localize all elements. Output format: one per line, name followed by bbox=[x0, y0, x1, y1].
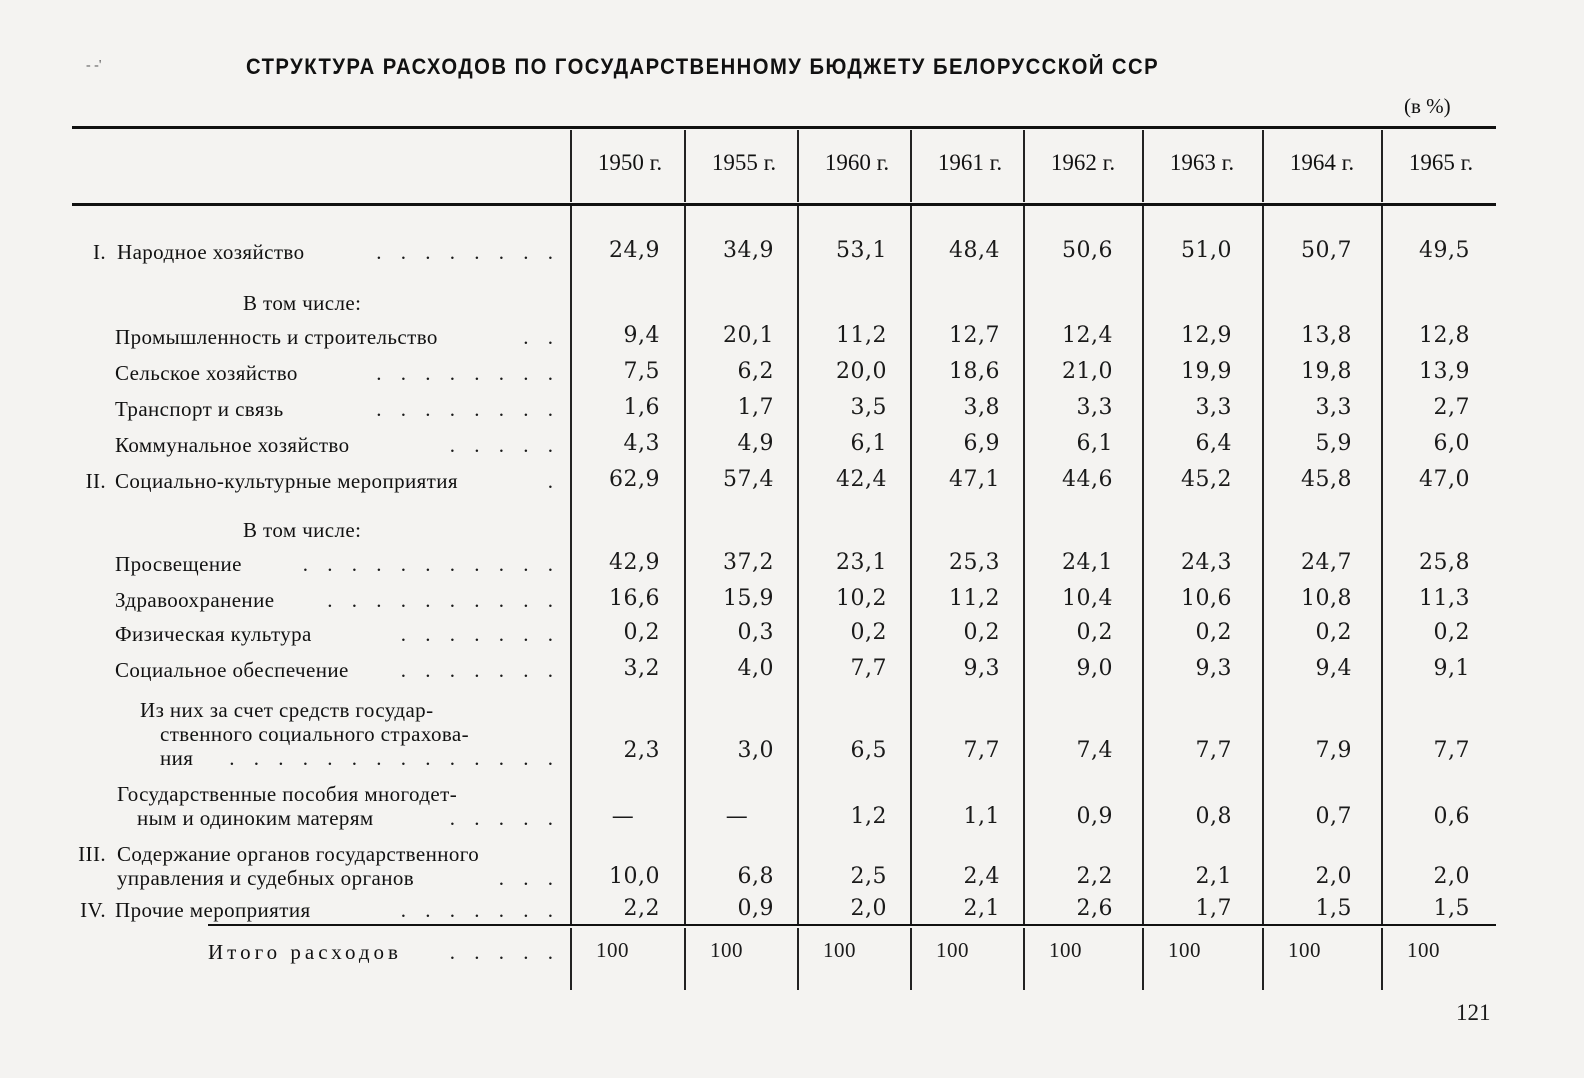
table-cell: 19,8 bbox=[1301, 359, 1352, 384]
table-cell: 6,8 bbox=[737, 864, 774, 889]
year-header: 1960 г. bbox=[824, 150, 890, 175]
table-cell: 2,0 bbox=[850, 896, 887, 921]
leader-dots: . . . . . bbox=[449, 806, 560, 830]
table-cell: 10,0 bbox=[609, 864, 660, 889]
table-cell: 51,0 bbox=[1181, 238, 1232, 263]
table-cell: 19,9 bbox=[1181, 359, 1232, 384]
table-cell: 50,6 bbox=[1062, 238, 1113, 263]
table-cell: 0,6 bbox=[1433, 804, 1470, 829]
header-column-divider bbox=[570, 130, 572, 202]
page-title: СТРУКТУРА РАСХОДОВ ПО ГОСУДАРСТВЕННОМУ БЮДЖЕТУ БЕЛОРУССКОЙ ССР bbox=[246, 54, 1160, 79]
table-cell: 0,9 bbox=[737, 896, 774, 921]
header-column-divider bbox=[1381, 130, 1383, 202]
table-cell: 1,7 bbox=[1195, 896, 1232, 921]
table-cell: 0,3 bbox=[737, 620, 774, 645]
table-cell: — bbox=[725, 804, 749, 829]
table-cell: — bbox=[611, 804, 635, 829]
row-label: ния bbox=[160, 746, 194, 770]
table-cell: 12,7 bbox=[949, 323, 1000, 348]
total-column-divider bbox=[570, 928, 572, 990]
table-cell: 47,0 bbox=[1419, 467, 1470, 492]
row-label: Народное хозяйство bbox=[117, 240, 305, 264]
table-cell: 12,8 bbox=[1419, 323, 1470, 348]
table-total-rule bbox=[208, 924, 1496, 926]
table-cell: 9,3 bbox=[1195, 656, 1232, 681]
table-cell: 2,3 bbox=[623, 738, 660, 763]
table-cell: 45,2 bbox=[1181, 467, 1232, 492]
table-cell: 37,2 bbox=[723, 550, 774, 575]
table-cell: 7,5 bbox=[623, 359, 660, 384]
section-numeral: I. bbox=[92, 240, 106, 264]
header-column-divider bbox=[1142, 130, 1144, 202]
leader-dots: . . . . . . . bbox=[400, 658, 560, 682]
table-cell: 2,2 bbox=[623, 896, 660, 921]
leader-dots: . . . . . . . . . . . bbox=[302, 552, 560, 576]
table-cell: 45,8 bbox=[1301, 467, 1352, 492]
table-cell: 47,1 bbox=[949, 467, 1000, 492]
table-cell: 24,3 bbox=[1181, 550, 1232, 575]
table-cell: 12,9 bbox=[1181, 323, 1232, 348]
table-cell: 10,4 bbox=[1062, 586, 1113, 611]
table-cell: 9,4 bbox=[623, 323, 660, 348]
table-cell: 12,4 bbox=[1062, 323, 1113, 348]
leader-dots: . . . . . . . bbox=[400, 898, 560, 922]
table-cell: 4,9 bbox=[737, 431, 774, 456]
table-cell: 9,0 bbox=[1076, 656, 1113, 681]
table-cell: 7,7 bbox=[1433, 738, 1470, 763]
table-cell: 15,9 bbox=[723, 586, 774, 611]
row-label: ным и одиноким матерям bbox=[137, 806, 374, 830]
table-cell: 0,2 bbox=[1076, 620, 1113, 645]
table-cell: 24,1 bbox=[1062, 550, 1113, 575]
total-cell: 100 bbox=[1288, 938, 1321, 962]
table-cell: 11,2 bbox=[949, 586, 1000, 611]
table-cell: 6,4 bbox=[1195, 431, 1232, 456]
table-cell: 42,4 bbox=[836, 467, 887, 492]
row-label: Социальное обеспечение bbox=[115, 658, 349, 682]
header-column-divider bbox=[1262, 130, 1264, 202]
total-cell: 100 bbox=[1168, 938, 1201, 962]
table-cell: 57,4 bbox=[723, 467, 774, 492]
total-cell: 100 bbox=[1049, 938, 1082, 962]
row-label: В том числе: bbox=[243, 291, 362, 315]
total-cell: 100 bbox=[710, 938, 743, 962]
table-cell: 9,3 bbox=[963, 656, 1000, 681]
leader-dots: . . . bbox=[498, 866, 560, 890]
total-cell: 100 bbox=[823, 938, 856, 962]
row-label: Просвещение bbox=[115, 552, 242, 576]
table-cell: 11,2 bbox=[836, 323, 887, 348]
table-cell: 20,1 bbox=[723, 323, 774, 348]
table-cell: 6,2 bbox=[737, 359, 774, 384]
table-cell: 6,1 bbox=[850, 431, 887, 456]
table-cell: 44,6 bbox=[1062, 467, 1113, 492]
table-cell: 2,2 bbox=[1076, 864, 1113, 889]
table-cell: 13,9 bbox=[1419, 359, 1470, 384]
row-label: В том числе: bbox=[243, 518, 362, 542]
table-cell: 50,7 bbox=[1301, 238, 1352, 263]
leader-dots: . . . . . . . bbox=[400, 622, 560, 646]
table-cell: 10,6 bbox=[1181, 586, 1232, 611]
table-cell: 2,5 bbox=[850, 864, 887, 889]
table-cell: 3,5 bbox=[850, 395, 887, 420]
leader-dots: . . . . . . . . bbox=[376, 240, 560, 264]
table-cell: 7,4 bbox=[1076, 738, 1113, 763]
table-cell: 23,1 bbox=[836, 550, 887, 575]
table-cell: 0,2 bbox=[963, 620, 1000, 645]
table-cell: 2,1 bbox=[963, 896, 1000, 921]
table-cell: 25,8 bbox=[1419, 550, 1470, 575]
table-cell: 24,9 bbox=[609, 238, 660, 263]
year-header: 1955 г. bbox=[711, 150, 777, 175]
table-cell: 5,9 bbox=[1315, 431, 1352, 456]
year-header: 1962 г. bbox=[1050, 150, 1116, 175]
unit-label: (в %) bbox=[1404, 94, 1451, 118]
table-cell: 62,9 bbox=[609, 467, 660, 492]
page-number: 121 bbox=[1456, 1000, 1491, 1025]
table-cell: 9,4 bbox=[1315, 656, 1352, 681]
table-cell: 1,7 bbox=[737, 395, 774, 420]
row-label: Здравоохранение bbox=[115, 588, 275, 612]
table-cell: 1,2 bbox=[850, 804, 887, 829]
year-header: 1950 г. bbox=[597, 150, 663, 175]
row-label: Транспорт и связь bbox=[115, 397, 284, 421]
table-cell: 20,0 bbox=[836, 359, 887, 384]
row-label: ственного социального страхова- bbox=[160, 722, 469, 746]
row-label: Государственные пособия многодет- bbox=[117, 782, 458, 806]
table-cell: 6,9 bbox=[963, 431, 1000, 456]
table-cell: 48,4 bbox=[949, 238, 1000, 263]
table-cell: 0,2 bbox=[850, 620, 887, 645]
table-header-rule bbox=[72, 203, 1496, 206]
row-label: управления и судебных органов bbox=[117, 866, 415, 890]
row-label: Промышленность и строительство bbox=[115, 325, 438, 349]
leader-dots: . . . . . . . . bbox=[376, 361, 560, 385]
table-cell: 21,0 bbox=[1062, 359, 1113, 384]
row-label: Прочие мероприятия bbox=[115, 898, 311, 922]
table-cell: 2,1 bbox=[1195, 864, 1232, 889]
table-cell: 3,0 bbox=[737, 738, 774, 763]
table-cell: 2,4 bbox=[963, 864, 1000, 889]
table-cell: 7,7 bbox=[1195, 738, 1232, 763]
total-column-divider bbox=[1381, 928, 1383, 990]
leader-dots: . . . . . . . . . . bbox=[327, 588, 560, 612]
table-cell: 1,5 bbox=[1433, 896, 1470, 921]
section-numeral: II. bbox=[85, 469, 106, 493]
table-cell: 6,0 bbox=[1433, 431, 1470, 456]
table-cell: 6,5 bbox=[850, 738, 887, 763]
total-cell: 100 bbox=[936, 938, 969, 962]
table-cell: 2,7 bbox=[1433, 395, 1470, 420]
table-cell: 9,1 bbox=[1433, 656, 1470, 681]
table-cell: 53,1 bbox=[836, 238, 887, 263]
row-label: Физическая культура bbox=[115, 622, 312, 646]
table-cell: 7,9 bbox=[1315, 738, 1352, 763]
leader-dots: . bbox=[547, 469, 560, 493]
table-cell: 3,3 bbox=[1315, 395, 1352, 420]
table-cell: 0,2 bbox=[1315, 620, 1352, 645]
section-numeral: IV. bbox=[80, 898, 106, 922]
table-cell: 3,3 bbox=[1195, 395, 1232, 420]
table-cell: 2,0 bbox=[1433, 864, 1470, 889]
table-cell: 3,8 bbox=[963, 395, 1000, 420]
leader-dots: . . . . . . . . . . . . . . bbox=[229, 746, 560, 770]
table-cell: 25,3 bbox=[949, 550, 1000, 575]
total-label: Итого расходов bbox=[208, 940, 402, 964]
leader-dots: . . bbox=[523, 325, 560, 349]
table-cell: 2,6 bbox=[1076, 896, 1113, 921]
table-cell: 16,6 bbox=[609, 586, 660, 611]
year-header: 1964 г. bbox=[1289, 150, 1355, 175]
table-cell: 0,8 bbox=[1195, 804, 1232, 829]
table-cell: 0,9 bbox=[1076, 804, 1113, 829]
row-label: Сельское хозяйство bbox=[115, 361, 298, 385]
year-header: 1961 г. bbox=[937, 150, 1003, 175]
table-cell: 1,1 bbox=[963, 804, 1000, 829]
table-top-rule bbox=[72, 126, 1496, 129]
table-cell: 3,2 bbox=[623, 656, 660, 681]
total-column-divider bbox=[1142, 928, 1144, 990]
table-cell: 34,9 bbox=[723, 238, 774, 263]
total-cell: 100 bbox=[1407, 938, 1440, 962]
leader-dots: . . . . . bbox=[449, 433, 560, 457]
table-cell: 18,6 bbox=[949, 359, 1000, 384]
section-numeral: III. bbox=[78, 842, 106, 866]
table-cell: 7,7 bbox=[963, 738, 1000, 763]
table-cell: 4,0 bbox=[737, 656, 774, 681]
leader-dots: . . . . . . . . bbox=[376, 397, 560, 421]
page-mark: - -' bbox=[86, 58, 102, 73]
table-cell: 7,7 bbox=[850, 656, 887, 681]
row-label: Коммунальное хозяйство bbox=[115, 433, 350, 457]
row-label: Содержание органов государственного bbox=[117, 842, 480, 866]
table-cell: 0,2 bbox=[1433, 620, 1470, 645]
table-cell: 6,1 bbox=[1076, 431, 1113, 456]
table-cell: 4,3 bbox=[623, 431, 660, 456]
table-cell: 10,8 bbox=[1301, 586, 1352, 611]
row-label: Социально-культурные мероприятия bbox=[115, 469, 458, 493]
table-cell: 13,8 bbox=[1301, 323, 1352, 348]
table-cell: 0,2 bbox=[1195, 620, 1232, 645]
total-cell: 100 bbox=[596, 938, 629, 962]
table-cell: 2,0 bbox=[1315, 864, 1352, 889]
row-label: Из них за счет средств государ- bbox=[140, 698, 434, 722]
year-header: 1965 г. bbox=[1408, 150, 1474, 175]
table-cell: 10,2 bbox=[836, 586, 887, 611]
table-cell: 24,7 bbox=[1301, 550, 1352, 575]
table-cell: 0,7 bbox=[1315, 804, 1352, 829]
leader-dots: . . . . . bbox=[449, 940, 560, 964]
table-cell: 1,6 bbox=[623, 395, 660, 420]
table-cell: 42,9 bbox=[609, 550, 660, 575]
table-cell: 11,3 bbox=[1419, 586, 1470, 611]
table-cell: 49,5 bbox=[1419, 238, 1470, 263]
year-header: 1963 г. bbox=[1169, 150, 1235, 175]
table-cell: 3,3 bbox=[1076, 395, 1113, 420]
table-cell: 1,5 bbox=[1315, 896, 1352, 921]
total-column-divider bbox=[1262, 928, 1264, 990]
table-cell: 0,2 bbox=[623, 620, 660, 645]
